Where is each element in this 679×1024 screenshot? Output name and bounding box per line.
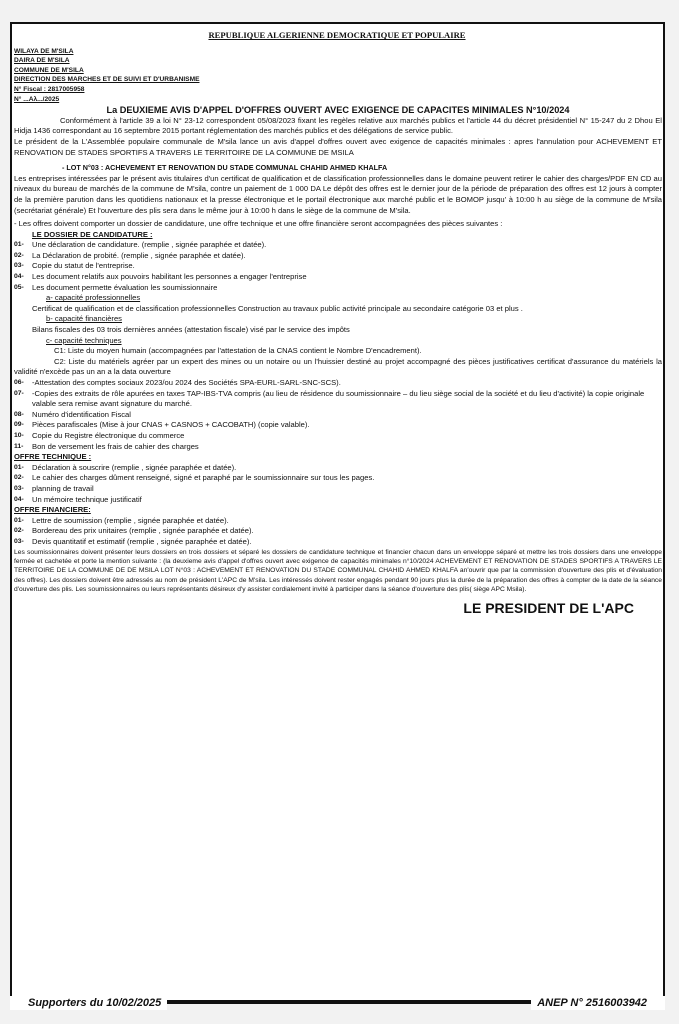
item-text: Numéro d'identification Fiscal — [32, 409, 131, 419]
list-item — [14, 484, 662, 495]
notice-content — [14, 30, 662, 616]
item-text: Les document permette évaluation les soumissionnaire — [32, 282, 218, 292]
item-number: 06- — [14, 379, 24, 386]
item-number: 02- — [14, 527, 24, 535]
list-item — [14, 283, 662, 294]
list-item — [14, 516, 662, 527]
item-text: Le cahier des charges dûment renseigné, signé et paraphé par le soumissionnaire sur tous les pages. — [32, 473, 375, 483]
republique-title: REPUBLIQUE ALGERIENNE DEMOCRATIQUE ET POPULAIRE — [208, 30, 466, 40]
item-number: 03- — [14, 262, 24, 270]
item-number: 01- — [14, 463, 24, 471]
tech-list — [14, 463, 662, 505]
item-number: 05- — [14, 283, 24, 291]
list-item — [14, 261, 662, 272]
lot-paragraph: Les entreprises intéressées par le présent avis titulaires d'un certificat de qualification et de classification professionnelles dans le domaine peuvent retirer le cahier des charges/PDF EN CD au niveaux du bureau de marchés de la commune de M'sila, contre un paiement de 1 000 DA Le dépôt des offres est le dernier jour de la période de préparation des offres est 12 jours à compter de la première parution dans les quotidiens nationaux et la presse électronique et le portail électronique aux marché public et le BOMOP jusqu' à 10:00 h au siège de la commune de M'sila (secrétariat générale) Et l'ouverture des plis sera dans le même jour à 10:00 h dans le siège de la commune de M'sila. — [14, 173, 662, 215]
item-text: Copie du Registre électronique du commerce — [32, 430, 185, 440]
capacite-c-label — [14, 336, 662, 347]
list-item — [14, 495, 662, 506]
item-text: Les document relatifs aux pouvoirs habilitant les personnes a engager l'entreprise — [32, 272, 307, 282]
dossier-list — [14, 240, 662, 293]
daira: DAIRA DE M'SILA — [14, 57, 70, 65]
list-item — [14, 473, 662, 484]
wilaya: WILAYA DE M'SILA — [14, 47, 74, 55]
lot-title: - LOT N°03 : ACHEVEMENT ET RENOVATION DU STADE COMMUNAL CHAHID AHMED KHALFA — [62, 163, 388, 173]
capacite-a-label — [14, 293, 662, 304]
item-text: -Attestation des comptes sociaux 2023/ou 2024 des Sociétés SPA-EURL-SARL-SNC-SCS). — [32, 378, 341, 387]
item-text: -Copies des extraits de rôle apurées en taxes TAP-IBS-TVA compris (au lieu de résidence du soumissionnaire – du lieu siège social de la société et du lieu d'activité) la copie originale valable sera remise avant signature du marché. — [32, 388, 645, 409]
item-text: Copie du statut de l'entreprise. — [32, 261, 135, 271]
list-item — [14, 442, 662, 453]
item-number: 04- — [14, 273, 24, 281]
item-text: Une déclaration de candidature. (remplie , signée paraphée et datée). — [32, 240, 267, 250]
list-item — [14, 251, 662, 262]
item-number: 01- — [14, 516, 24, 524]
item-number: 09- — [14, 421, 24, 429]
reference-number: N° ...Aλ.../2025 — [14, 95, 60, 103]
dossier-list-2 — [14, 378, 662, 452]
list-item — [14, 272, 662, 283]
item-text: Bon de versement les frais de cahier des charges — [32, 441, 199, 451]
item-number: 02- — [14, 474, 24, 482]
header-block — [14, 47, 662, 105]
list-item — [14, 431, 662, 442]
commune: COMMUNE DE M'SILA — [14, 66, 84, 74]
capacite-b-text: Bilans fiscales des 03 trois dernières années (attestation fiscale) visé par le service des impôts — [32, 325, 350, 335]
capacite-c-label-text: c- capacité techniques — [46, 335, 122, 345]
dossier-title: LE DOSSIER DE CANDIDATURE : — [32, 229, 153, 239]
direction: DIRECTION DES MARCHES ET DE SUIVI ET D'URBANISME — [14, 76, 200, 84]
capacite-a-text: Certificat de qualification et de classification professionnelles Construction au travaux public activité principale au secondaire catégorie 03 et plus . — [32, 303, 523, 313]
capacite-b-label — [14, 314, 662, 325]
intro-paragraph-2: Le président de la L'Assemblée populaire communale de M'sila lance un avis d'appel d'offres ouvert avec exigence de capacités minimales : apres l'annulation pour ACHEVEMENT ET RENOVATION DE STADES SPORTIFS A TRAVERS LE TERRITOIRE DE LA COMMUNE DE MSILA — [14, 136, 662, 157]
footer — [10, 996, 665, 1010]
item-number: 02- — [14, 251, 24, 259]
capacite-c1: C1: Liste du moyen humain (accompagnées par l'attestation de la CNAS contient le Nombre D'encadrement). — [54, 346, 422, 356]
item-text: planning de travail — [32, 483, 94, 493]
item-text: La Déclaration de probité. (remplie , signée paraphée et datée). — [32, 250, 246, 260]
item-text: Lettre de soumission (remplie , signée paraphée et datée). — [32, 515, 229, 525]
list-item — [14, 410, 662, 421]
footer-right: ANEP N° 2516003942 — [531, 996, 665, 1010]
capacite-c2: C2: Liste du matériels agréer par un expert des mines ou un notaire ou un l'huissier destiné au projet accompagné des pièces justificatives certificat d'assurance du matériels la validité n'excède pas un an a la data ouverture — [14, 356, 662, 377]
list-item — [14, 378, 662, 389]
item-number: 03- — [14, 484, 24, 492]
list-item — [14, 526, 662, 537]
closing-paragraph: Les soumissionnaires doivent présenter leurs dossiers en trois dossiers et séparé les dossiers de candidature technique et financier chacun dans un enveloppe séparé et mettre les trois dossiers dans une enveloppe fermée et cachetée et porte la mention suivante : (la deuxieme avis d'appel d'offres ouvert avec exigence de capacités minimales n°10/2024 ACHEVEMENT ET RENOVATION DE STADES SPORTIFS A TRAVERS LE TERRITOIRE DE LA COMMUNE DE DE MSILA LOT N°03 : ACHEVEMENT ET RENOVATION DU STADE COMMUNAL CHAHID AHMED KHALFA an'ouvrir que par la commission d'ouverture des plis et d'évaluation des offres). Les dossiers doivent être adressés au nom de président L'APC de M'sila. Les intéressés doivent rester engagés pendant 90 jours plus la durée de la préparation des offres à compter de la date de la séance d'ouverture des plis. Les soumissionnaires ou leurs représentants désireux d'y assister cordialement invité à participer dans la séance d'ouverture des plis( siège APC Msila). — [14, 548, 662, 594]
footer-left: Supporters du 10/02/2025 — [10, 996, 167, 1010]
item-text: Un mémoire technique justificatif — [32, 494, 142, 504]
item-number: 08- — [14, 410, 24, 418]
item-text: Pièces parafiscales (Mise à jour CNAS + CASNOS + CACOBATH) (copie valable). — [32, 420, 310, 430]
offre-financiere-title: OFFRE FINANCIERE: — [14, 505, 91, 515]
president-signature: LE PRESIDENT DE L'APC — [463, 599, 634, 616]
offres-intro: - Les offres doivent comporter un dossier de candidature, une offre technique et une offre financière seront accompagnées des pièces suivantes : — [14, 219, 503, 229]
item-number: 03- — [14, 537, 24, 545]
intro-paragraph-1: Conformément à l'article 39 a loi N° 23-12 correspondent 05/08/2023 fixant les regèles relative aux marchés publics et l'article 44 du décret présidentiel N° 15-247 du 2 Dhou El Hidja 1436 correspondant au 16 septembre 2015 portant réglementation des marchés publics et des délégations de service public. — [14, 115, 662, 136]
fin-list — [14, 516, 662, 548]
item-number: 01- — [14, 241, 24, 249]
list-item — [14, 420, 662, 431]
list-item — [14, 537, 662, 548]
item-text: Bordereau des prix unitaires (remplie , signée paraphée et datée). — [32, 526, 254, 536]
offre-technique-title: OFFRE TECHNIQUE : — [14, 452, 92, 462]
item-number: 07- — [14, 389, 24, 397]
notice-title: La DEUXIEME AVIS D'APPEL D'OFFRES OUVERT AVEC EXIGENCE DE CAPACITES MINIMALES N°10/2024 — [106, 105, 570, 116]
list-item — [14, 389, 662, 410]
item-number: 11- — [14, 442, 24, 450]
list-item — [14, 240, 662, 251]
list-item — [14, 463, 662, 474]
item-text: Déclaration à souscrire (remplie , signée paraphée et datée). — [32, 462, 237, 472]
fiscal-number: N° Fiscal : 2817005958 — [14, 85, 85, 93]
capacite-a-label-text: a- capacité professionnelles — [46, 293, 141, 303]
capacite-b-label-text: b- capacité financières — [46, 314, 122, 324]
item-number: 10- — [14, 431, 24, 439]
item-number: 04- — [14, 495, 24, 503]
item-text: Devis quantitatif et estimatif (remplie , signée paraphée et datée). — [32, 536, 252, 546]
